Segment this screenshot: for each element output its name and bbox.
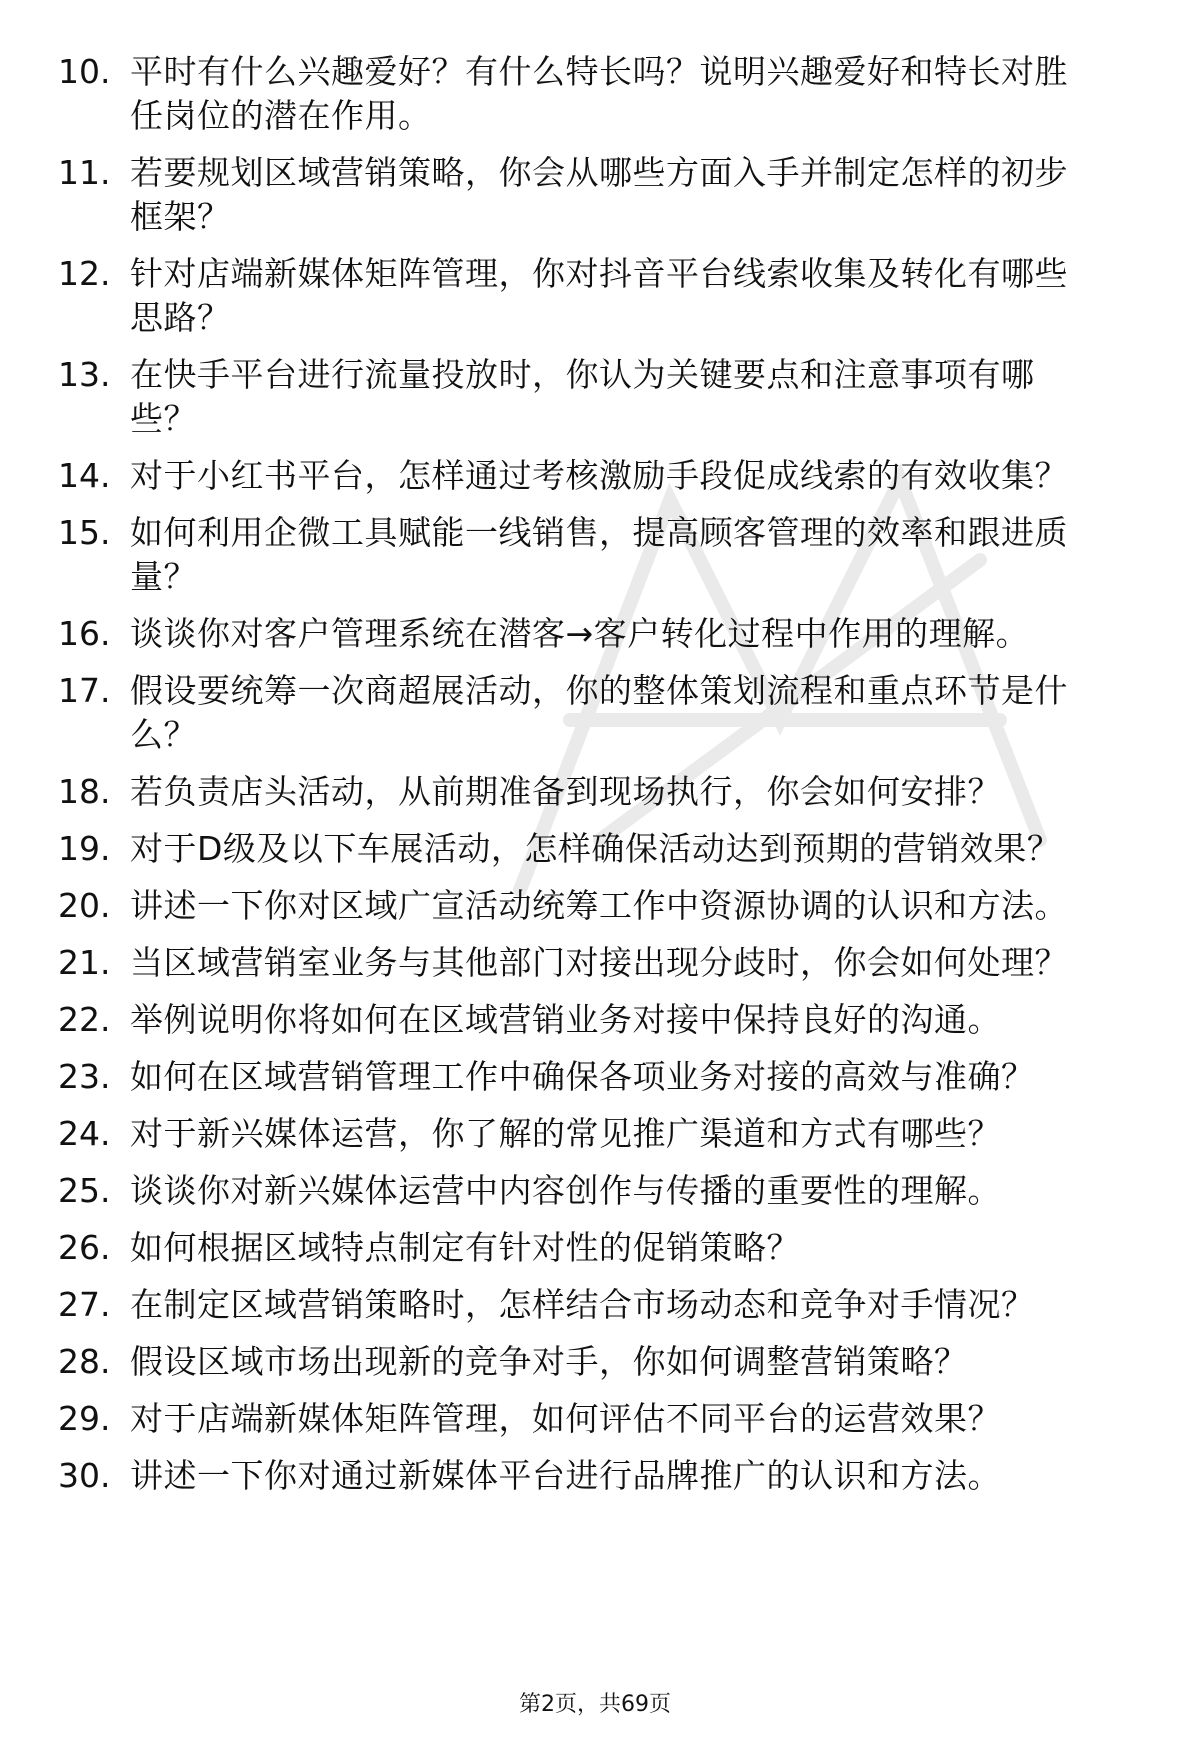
question-text: [130, 511, 1150, 599]
question-number: 28.: [58, 1342, 111, 1381]
question-text-line: 在快手平台进行流量投放时，你认为关键要点和注意事项有哪: [130, 355, 1035, 394]
question-text-line: 若要规划区域营销策略，你会从哪些方面入手并制定怎样的初步: [130, 153, 1068, 192]
question-number: 18.: [58, 772, 111, 811]
question-text: [130, 884, 1150, 928]
question-text: [130, 454, 1150, 498]
question-text: [130, 1283, 1150, 1327]
question-text-line: 思路？: [130, 298, 231, 337]
question-item: [0, 454, 1190, 498]
question-text-line: 框架？: [130, 197, 231, 236]
question-item: [0, 1226, 1190, 1270]
question-number: 29.: [58, 1399, 111, 1438]
question-text-line: 如何根据区域特点制定有针对性的促销策略？: [130, 1228, 800, 1267]
question-item: [0, 770, 1190, 814]
question-text-line: 对于小红书平台，怎样通过考核激励手段促成线索的有效收集？: [130, 456, 1068, 495]
question-text-line: 假设区域市场出现新的竞争对手，你如何调整营销策略？: [130, 1342, 968, 1381]
question-number: 14.: [58, 456, 111, 495]
question-number: 16.: [58, 614, 111, 653]
question-text-line: 讲述一下你对区域广宣活动统筹工作中资源协调的认识和方法。: [130, 886, 1068, 925]
question-number: 27.: [58, 1285, 111, 1324]
question-text-line: 如何在区域营销管理工作中确保各项业务对接的高效与准确？: [130, 1057, 1035, 1096]
question-number: 21.: [58, 943, 111, 982]
question-text-line: 对于店端新媒体矩阵管理，如何评估不同平台的运营效果？: [130, 1399, 1001, 1438]
question-text: [130, 252, 1150, 340]
question-text-line: 平时有什么兴趣爱好？有什么特长吗？说明兴趣爱好和特长对胜: [130, 52, 1068, 91]
question-item: [0, 1112, 1190, 1156]
question-text-line: 对于D级及以下车展活动，怎样确保活动达到预期的营销效果？: [130, 829, 1061, 868]
question-text-line: 任岗位的潜在作用。: [130, 96, 432, 135]
question-item: [0, 884, 1190, 928]
question-text: [130, 669, 1150, 757]
question-item: [0, 353, 1190, 441]
question-number: 22.: [58, 1000, 111, 1039]
question-number: 25.: [58, 1171, 111, 1210]
question-number: 24.: [58, 1114, 111, 1153]
question-text-line: 讲述一下你对通过新媒体平台进行品牌推广的认识和方法。: [130, 1456, 1001, 1495]
question-text-line: 么？: [130, 715, 197, 754]
question-item: [0, 50, 1190, 138]
question-item: [0, 511, 1190, 599]
question-number: 17.: [58, 671, 111, 710]
question-item: [0, 1454, 1190, 1498]
question-text-line: 针对店端新媒体矩阵管理，你对抖音平台线索收集及转化有哪些: [130, 254, 1068, 293]
question-item: [0, 151, 1190, 239]
question-number: 10.: [58, 52, 111, 91]
question-number: 26.: [58, 1228, 111, 1267]
question-text: [130, 50, 1150, 138]
question-text: [130, 612, 1150, 656]
page-number-label: 第2页，共69页: [519, 1692, 671, 1717]
question-number: 13.: [58, 355, 111, 394]
question-text-line: 当区域营销室业务与其他部门对接出现分歧时，你会如何处理？: [130, 943, 1068, 982]
question-number: 23.: [58, 1057, 111, 1096]
question-text-line: 举例说明你将如何在区域营销业务对接中保持良好的沟通。: [130, 1000, 1001, 1039]
question-text: [130, 1226, 1150, 1270]
question-item: [0, 827, 1190, 871]
question-item: [0, 998, 1190, 1042]
question-item: [0, 669, 1190, 757]
question-text-line: 量？: [130, 557, 197, 596]
question-text-line: 在制定区域营销策略时，怎样结合市场动态和竞争对手情况？: [130, 1285, 1035, 1324]
question-text: [130, 827, 1150, 871]
question-text-line: 些？: [130, 399, 197, 438]
question-item: [0, 1283, 1190, 1327]
question-number: 19.: [58, 829, 111, 868]
question-item: [0, 941, 1190, 985]
question-number: 11.: [58, 153, 111, 192]
question-text-line: 如何利用企微工具赋能一线销售，提高顾客管理的效率和跟进质: [130, 513, 1068, 552]
question-number: 20.: [58, 886, 111, 925]
question-text: [130, 1169, 1150, 1213]
question-item: [0, 252, 1190, 340]
question-text: [130, 1454, 1150, 1498]
question-text-line: 谈谈你对新兴媒体运营中内容创作与传播的重要性的理解。: [130, 1171, 1001, 1210]
question-item: [0, 1340, 1190, 1384]
question-item: [0, 1055, 1190, 1099]
question-text: [130, 1112, 1150, 1156]
question-text: [130, 353, 1150, 441]
question-item: [0, 1169, 1190, 1213]
question-text-line: 谈谈你对客户管理系统在潜客→客户转化过程中作用的理解。: [130, 614, 1030, 653]
question-text: [130, 770, 1150, 814]
question-text-line: 若负责店头活动，从前期准备到现场执行，你会如何安排？: [130, 772, 1001, 811]
question-item: [0, 1397, 1190, 1441]
question-number: 15.: [58, 513, 111, 552]
question-text: [130, 1055, 1150, 1099]
question-text: [130, 151, 1150, 239]
question-text-line: 假设要统筹一次商超展活动，你的整体策划流程和重点环节是什: [130, 671, 1068, 710]
question-text: [130, 1340, 1150, 1384]
question-text: [130, 1397, 1150, 1441]
question-text: [130, 941, 1150, 985]
page-footer: [0, 1690, 1190, 1720]
question-number: 12.: [58, 254, 111, 293]
question-number: 30.: [58, 1456, 111, 1495]
question-text-line: 对于新兴媒体运营，你了解的常见推广渠道和方式有哪些？: [130, 1114, 1001, 1153]
question-item: [0, 612, 1190, 656]
question-text: [130, 998, 1150, 1042]
